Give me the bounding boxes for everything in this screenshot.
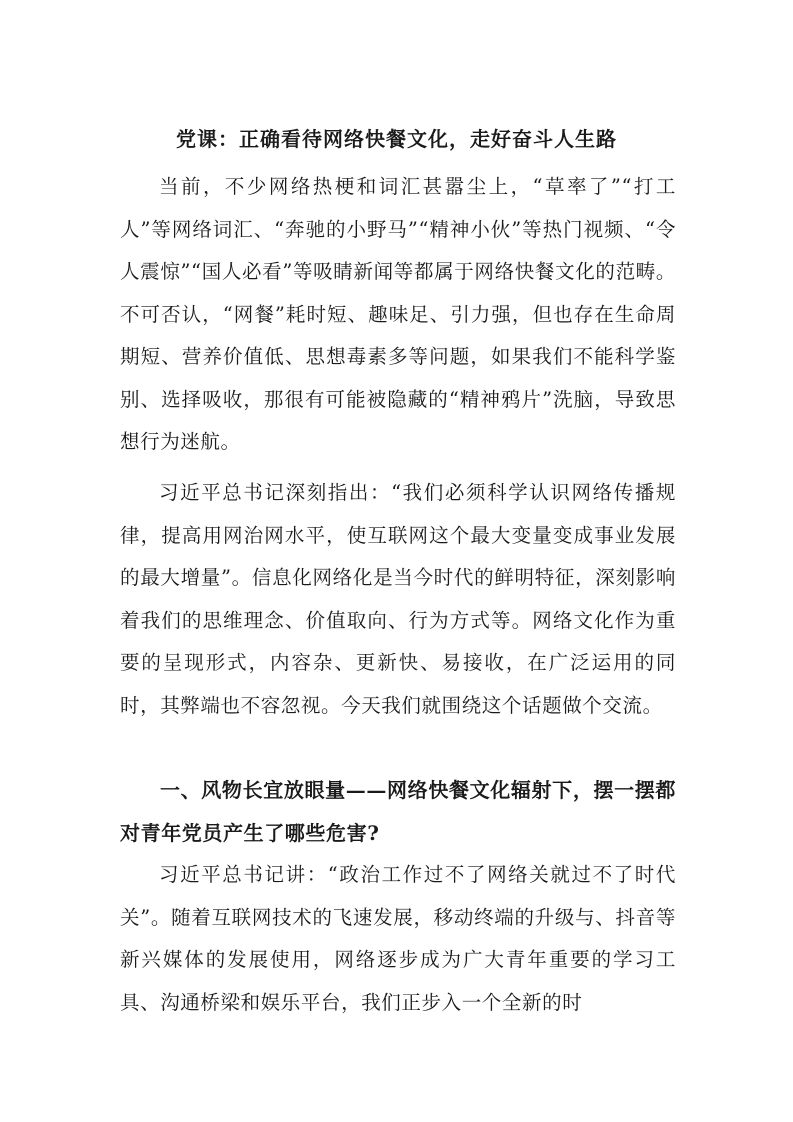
body-paragraph-1: 当前，不少网络热梗和词汇甚嚣尘上，“草率了”“打工人”等网络词汇、“奔驰的小野马”“精神小伙”等热门视频、“令人震惊”“国人必看”等吸睛新闻等都属于网络快餐文化的范畴。不可否认，“网餐”耗时短、趣味足、引力强，但也存在生命周期短、营养价值低、思想毒素多等问题，如果我们不能科学鉴别、选择吸收，那很有可能被隐藏的“精神鸦片”洗脑，导致思想行为迷航。 (120, 175, 676, 453)
document-title: 党课：正确看待网络快餐文化，走好奋斗人生路 (176, 127, 617, 151)
section-paragraph-1: 习近平总书记讲：“政治工作过不了网络关就过不了时代关”。随着互联网技术的飞速发展，移动终端的升级与、抖音等新兴媒体的发展使用，网络逐步成为广大青年重要的学习工具、沟通桥梁和娱乐平台，我们正步入一个全新的时 (120, 863, 676, 1014)
body-paragraph-2: 习近平总书记深刻指出：“我们必须科学认识网络传播规律，提高用网治网水平，使互联网这个最大变量变成事业发展的最大增量”。信息化网络化是当今时代的鲜明特征，深刻影响着我们的思维理念、价值取向、行为方式等。网络文化作为重要的呈现形式，内容杂、更新快、易接收，在广泛运用的同时，其弊端也不容忽视。今天我们就围绕这个话题做个交流。 (120, 481, 676, 717)
section-heading-1: 一、风物长宜放眼量——网络快餐文化辐射下，摆一摆都对青年党员产生了哪些危害? (120, 778, 676, 845)
